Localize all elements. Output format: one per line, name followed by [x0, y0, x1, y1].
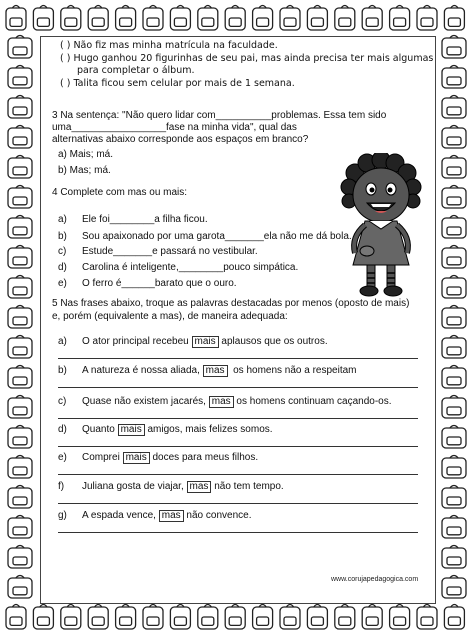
q5-item-letter: d) [58, 424, 67, 435]
backpack-icon [88, 6, 108, 31]
q5-highlighted-word: mais [123, 452, 150, 464]
backpack-icon [307, 605, 327, 630]
backpack-icon [362, 6, 382, 31]
backpack-icon [6, 605, 26, 630]
backpack-icon [280, 605, 300, 630]
q5-item-text-after: não tem tempo. [211, 481, 284, 492]
backpack-icon [8, 126, 32, 149]
q5-item-text-after: amigos, mais felizes somos. [144, 424, 273, 435]
backpack-icon [442, 186, 466, 209]
q5-item-text-before: A natureza é nossa aliada, [82, 365, 203, 376]
backpack-icon [442, 366, 466, 389]
q5-item-letter: b) [58, 365, 67, 376]
q5-item-sentence [82, 396, 392, 408]
girl-illustration [337, 153, 423, 299]
q5-item-text-after: os homens não a respeitam [227, 365, 357, 376]
q4-item-d-text: Carolina é inteligente,________pouco simpática. [82, 262, 299, 273]
backpack-icon [116, 6, 136, 31]
top-item-3: ( ) Talita ficou sem celular por mais de 1 semana. [60, 78, 295, 89]
q3-line-2: uma_________________fase na minha vida", qual das [52, 122, 297, 133]
backpack-icon [442, 456, 466, 479]
backpack-icon [8, 246, 32, 269]
backpack-icon [442, 486, 466, 509]
backpack-icon [8, 546, 32, 569]
backpack-icon [280, 6, 300, 31]
answer-line[interactable] [58, 387, 418, 388]
backpack-icon [444, 6, 464, 31]
q3-option-b: b) Mas; má. [58, 165, 111, 176]
backpack-icon [442, 156, 466, 179]
backpack-icon [8, 276, 32, 299]
q5-line-2: e, porém (equivalente a mas), de maneira adequada: [52, 311, 288, 322]
q5-item-text-before: Comprei [82, 452, 123, 463]
q5-highlighted-word: mas [203, 365, 228, 377]
answer-line[interactable] [58, 358, 418, 359]
backpack-icon [417, 605, 437, 630]
backpack-icon [116, 605, 136, 630]
q5-item-sentence [82, 452, 258, 464]
q5-item-letter: c) [58, 396, 67, 407]
q5-highlighted-word: mais [192, 336, 219, 348]
backpack-icon [8, 216, 32, 239]
backpack-icon [335, 6, 355, 31]
top-item-1: ( ) Não fiz mas minha matrícula na faculdade. [60, 40, 278, 51]
q5-item-text-before: O ator principal recebeu [82, 336, 192, 347]
backpack-icon [442, 66, 466, 89]
backpack-icon [8, 156, 32, 179]
q4-item-e-letter: e) [58, 278, 67, 289]
backpack-icon [198, 6, 218, 31]
backpack-icon [170, 605, 190, 630]
q5-item-sentence [82, 481, 284, 493]
backpack-icon [442, 126, 466, 149]
backpack-icon [442, 336, 466, 359]
backpack-icon [442, 276, 466, 299]
q5-item-text-after: aplausos que os outros. [218, 336, 328, 347]
top-item-2: ( ) Hugo ganhou 20 figurinhas de seu pai, mas ainda precisa ter mais algumas [60, 53, 434, 64]
backpack-icon [442, 246, 466, 269]
backpack-icon [8, 516, 32, 539]
q4-item-b-text: Sou apaixonado por uma garota_______ela não me dá bola. [82, 231, 352, 242]
backpack-icon [442, 516, 466, 539]
q5-item-sentence [82, 510, 251, 522]
q5-item-text-after: não convence. [183, 510, 252, 521]
q5-item-text-before: A espada vence, [82, 510, 159, 521]
backpack-icon [8, 306, 32, 329]
backpack-icon [253, 6, 273, 31]
backpack-icon [253, 605, 273, 630]
backpack-icon [8, 396, 32, 419]
answer-line[interactable] [58, 418, 418, 419]
backpack-icon [8, 36, 32, 59]
backpack-icon [442, 306, 466, 329]
backpack-icon [6, 6, 26, 31]
q5-item-letter: f) [58, 481, 65, 492]
q3-line-1: 3 Na sentença: "Não quero lidar com__________problemas. Essa tem sido [52, 110, 387, 121]
backpack-icon [8, 66, 32, 89]
q5-item-sentence [82, 365, 357, 377]
backpack-icon [307, 6, 327, 31]
backpack-icon [442, 96, 466, 119]
q5-item-letter: e) [58, 452, 67, 463]
q4-title: 4 Complete com mas ou mais: [52, 187, 188, 198]
q5-item-sentence [82, 424, 273, 436]
backpack-icon [225, 605, 245, 630]
q4-item-c-letter: c) [58, 246, 67, 257]
backpack-icon [143, 605, 163, 630]
backpack-icon [390, 6, 410, 31]
backpack-icon [390, 605, 410, 630]
backpack-icon [8, 486, 32, 509]
backpack-icon [442, 576, 466, 599]
backpack-icon [442, 396, 466, 419]
website-footer: www.corujapedagogica.com [331, 576, 419, 583]
q5-item-text-after: doces para meus filhos. [149, 452, 259, 463]
q4-item-e-text: O ferro é______barato que o ouro. [82, 278, 237, 289]
backpack-icon [8, 366, 32, 389]
backpack-icon [8, 336, 32, 359]
backpack-icon [335, 605, 355, 630]
backpack-icon [88, 605, 108, 630]
q5-highlighted-word: mais [118, 424, 145, 436]
q4-item-a-text: Ele foi________a filha ficou. [82, 214, 208, 225]
q3-line-3: alternativas abaixo corresponde aos espaços em branco? [52, 134, 309, 145]
top-item-2-cont: para completar o álbum. [77, 65, 195, 76]
backpack-icon [143, 6, 163, 31]
backpack-icon [33, 6, 53, 31]
backpack-icon [170, 6, 190, 31]
backpack-icon [8, 456, 32, 479]
backpack-icon [8, 186, 32, 209]
backpack-icon [61, 6, 81, 31]
answer-line[interactable] [58, 532, 418, 533]
backpack-icon [442, 216, 466, 239]
backpack-icon [442, 546, 466, 569]
q4-item-a-letter: a) [58, 214, 67, 225]
backpack-icon [444, 605, 464, 630]
q5-item-text-before: Quanto [82, 424, 118, 435]
backpack-icon [8, 576, 32, 599]
q4-item-b-letter: b) [58, 231, 67, 242]
q5-line-1: 5 Nas frases abaixo, troque as palavras destacadas por menos (oposto de mais) [52, 298, 410, 309]
q5-highlighted-word: mas [209, 396, 234, 408]
backpack-icon [225, 6, 245, 31]
q5-item-sentence [82, 336, 328, 348]
q5-item-text-before: Quase não existem jacarés, [82, 396, 209, 407]
answer-line[interactable] [58, 474, 418, 475]
backpack-icon [198, 605, 218, 630]
q3-option-a: a) Mais; má. [58, 149, 114, 160]
answer-line[interactable] [58, 503, 418, 504]
backpack-icon [442, 36, 466, 59]
q5-highlighted-word: mas [159, 510, 184, 522]
backpack-icon [33, 605, 53, 630]
backpack-icon [8, 96, 32, 119]
q4-item-c-text: Estude_______e passará no vestibular. [82, 246, 258, 257]
q5-item-letter: g) [58, 510, 67, 521]
backpack-icon [362, 605, 382, 630]
answer-line[interactable] [58, 446, 418, 447]
q5-item-letter: a) [58, 336, 67, 347]
backpack-icon [417, 6, 437, 31]
q5-item-text-before: Juliana gosta de viajar, [82, 481, 187, 492]
q5-item-text-after: os homens continuam caçando-os. [233, 396, 392, 407]
q4-item-d-letter: d) [58, 262, 67, 273]
backpack-icon [8, 426, 32, 449]
q5-highlighted-word: mas [187, 481, 212, 493]
backpack-icon [61, 605, 81, 630]
backpack-icon [442, 426, 466, 449]
